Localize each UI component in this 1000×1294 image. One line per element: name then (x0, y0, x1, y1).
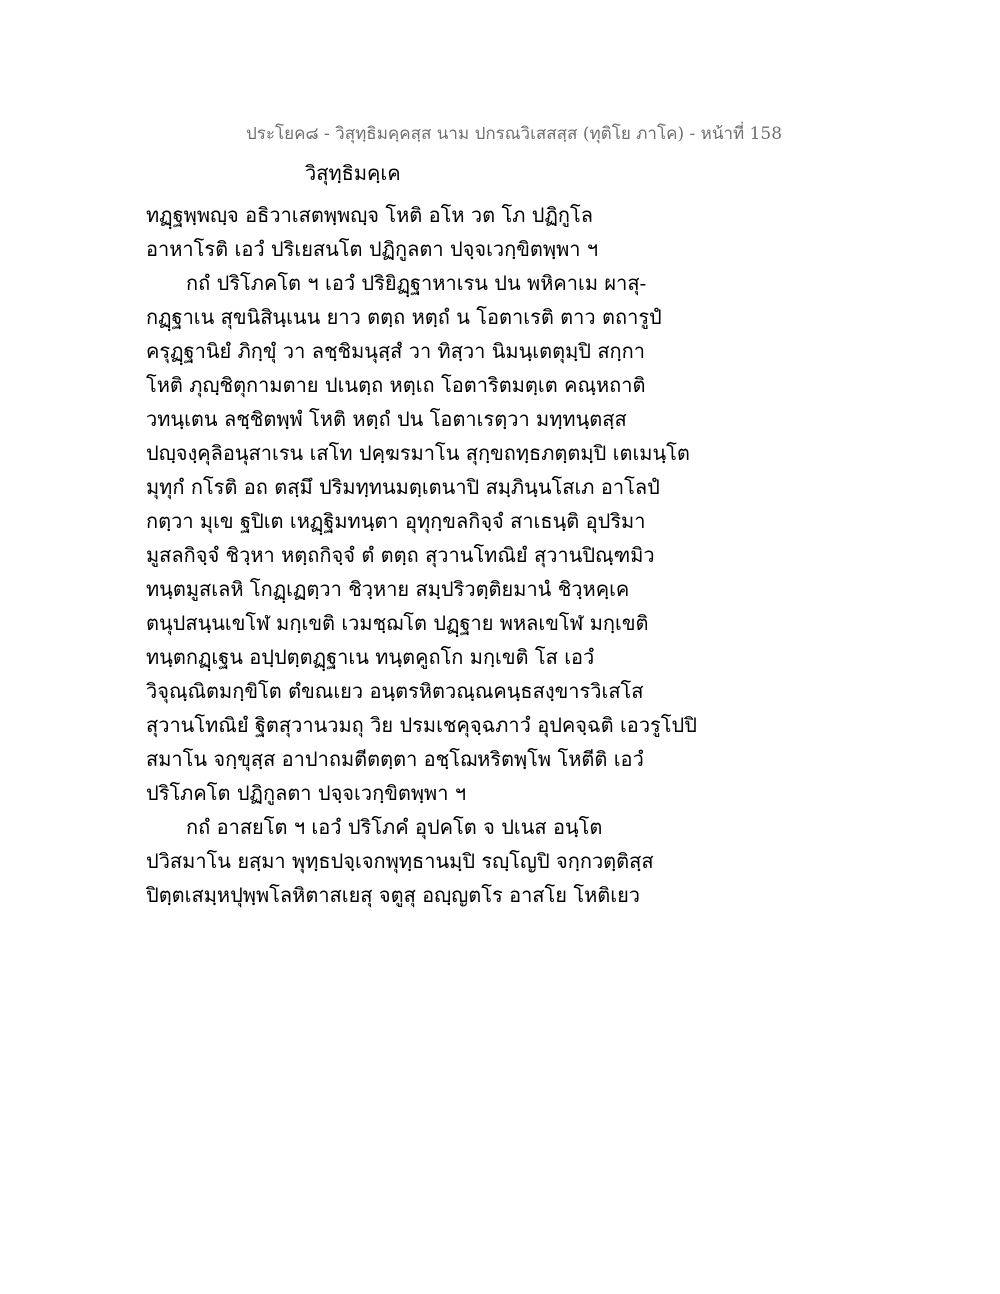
body-line: ทฏฺฐพฺพญฺจ อธิวาเสตพฺพญฺจ โหติ อโห วต โภ ปฏิกูโล (146, 203, 593, 227)
body-line: ปญฺจงฺคุลิอนุสาเรน เสโท ปคฺฆรมาโน สุกฺขถทฺธภตฺตมฺปิ เตเมนฺโต (146, 441, 690, 465)
body-line: ทนฺตมูสเลหิ โกฏฺเฏตฺวา ชิวฺหาย สมฺปริวตฺติยมานํ ชิวฺหคฺเค (146, 577, 630, 601)
body-line: กถํ อาสยโต ฯ เอวํ ปริโภคํ อุปคโต จ ปเนส อนฺโต (186, 815, 603, 839)
running-header: ประโยค๘ - วิสุทฺธิมคฺคสฺส นาม ปกรณวิเสสสฺส (ทุติโย ภาโค) - หน้าที่ 158 (246, 124, 783, 144)
body-line: ปริโภคโต ปฏิกูลตา ปจฺจเวกฺขิตพฺพา ฯ (146, 781, 467, 805)
body-line: กฏฺฐาเน สุขนิสินฺเนน ยาว ตตฺถ หตฺถํ น โอตาเรติ ตาว ตถารูปํ (146, 305, 662, 329)
body-line: มูสลกิจฺจํ ชิวฺหา หตฺถกิจฺจํ ตํ ตตฺถ สุวานโทณิยํ สุวานปิณฺฑมิว (146, 543, 655, 567)
body-line: วิจุณฺณิตมกฺขิโต ตํขณเยว อนฺตรหิตวณฺณคนฺธสงฺขารวิเสโส (146, 679, 644, 703)
body-line: ทนฺตกฏฺเฐน อปฺปตฺตฏฺฐาเน ทนฺตคูถโก มกฺเขติ โส เอวํ (146, 645, 595, 669)
body-line: สมาโน จกฺขุสฺส อาปาถมตีตตฺตา อชฺโฌหริตพฺโพ โหตีติ เอวํ (146, 747, 644, 771)
body-line: ครุฏฺฐานิยํ ภิกฺขุํ วา ลชฺชิมนุสฺสํ วา ทิสฺวา นิมนฺเตตุมฺปิ สกฺกา (146, 339, 645, 363)
body-line: โหติ ภุญฺชิตุกามตาย ปเนตฺถ หตฺเถ โอตาริตมตฺเต คณฺหถาติ (146, 373, 646, 397)
section-title: วิสุทฺธิมคฺเค (305, 161, 401, 185)
body-line: กถํ ปริโภคโต ฯ เอวํ ปริยิฏฺฐาหาเรน ปน พหิคาเม ผาสุ- (186, 271, 647, 295)
body-line: อาหาโรติ เอวํ ปริเยสนโต ปฏิกูลตา ปจฺจเวกฺขิตพฺพา ฯ (146, 237, 599, 261)
body-text (146, 198, 706, 912)
body-line: ตนุปสนฺนเขโฬ มกฺเขติ เวมชฺฌโต ปฏฺฐาย พหลเขโฬ มกฺเขติ (146, 611, 649, 635)
body-line: ปิตฺตเสมฺหปุพฺพโลหิตาสเยสุ จตูสุ อญฺญตโร อาสโย โหติเยว (146, 883, 641, 907)
body-line: กตฺวา มุเข ฐปิเต เหฏฺฐิมทนฺตา อุทุกฺขลกิจฺจํ สาเธนฺติ อุปริมา (146, 509, 646, 533)
body-line: ปวิสมาโน ยสฺมา พุทฺธปจฺเจกพุทฺธานมฺปิ รญฺโญปิ จกฺกวตฺติสฺส (146, 849, 654, 873)
body-line: มุทุกํ กโรติ อถ ตสฺมึ ปริมทฺทนมตฺเตนาปิ สมฺภินฺนโสเภ อาโลปํ (146, 475, 660, 499)
body-line: สุวานโทณิยํ ฐิตสุวานวมถุ วิย ปรมเชคุจฺฉภาวํ อุปคจฺฉติ เอวรูโปปิ (146, 713, 697, 737)
body-line: วทนฺเตน ลชฺชิตพฺพํ โหติ หตฺถํ ปน โอตาเรตฺวา มทฺทนฺตสฺส (146, 407, 627, 431)
